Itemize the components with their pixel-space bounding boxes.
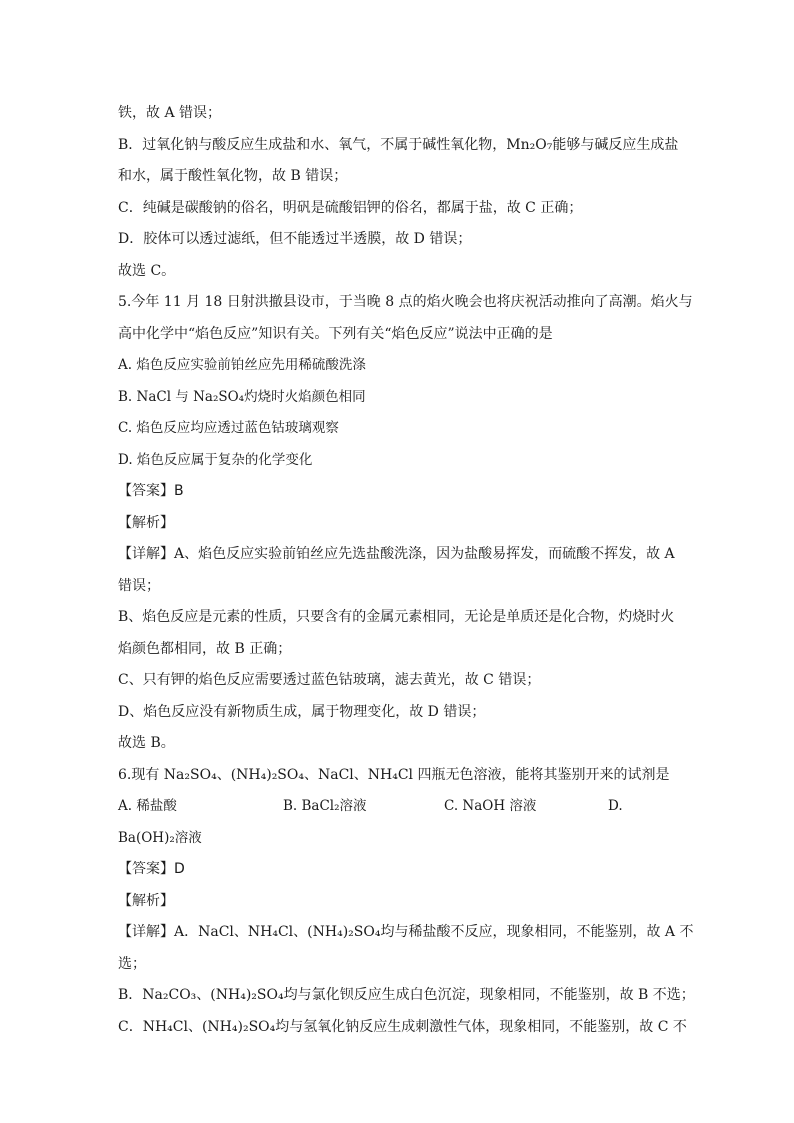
explanation-line: 故选 B。 — [118, 735, 175, 751]
explanation-line: C．NH₄Cl、(NH₄)₂SO₄均与氢氧化钠反应生成刺激性气体，现象相同，不能鉴别，故 C 不 — [118, 1018, 687, 1035]
text-line: D．胶体可以透过滤纸，但不能透过半透膜，故 D 错误； — [118, 231, 472, 247]
explanation-line: 错误； — [118, 577, 160, 594]
question-5-option-d: D. 焰色反应属于复杂的化学变化 — [118, 451, 313, 468]
explanation-line: 焰颜色都相同，故 B 正确； — [118, 640, 292, 657]
analysis-label: 【解析】 — [118, 514, 174, 531]
text-line: B．过氧化钠与酸反应生成盐和水、氧气，不属于碱性氧化物，Mn₂O₇能够与碱反应生成盐 — [118, 136, 679, 153]
explanation-line: 【详解】A．NaCl、NH₄Cl、(NH₄)₂SO₄均与稀盐酸不反应，现象相同，不能鉴别，故 A 不 — [118, 924, 694, 940]
text-line: 铁，故 A 错误； — [118, 105, 222, 121]
answer-label: 【答案】D — [118, 861, 185, 877]
question-6-option-b: B. BaCl₂溶液 — [283, 798, 367, 814]
question-6-option-c: C. NaOH 溶液 — [444, 798, 537, 814]
explanation-line: B．Na₂CO₃、(NH₄)₂SO₄均与氯化钡反应生成白色沉淀，现象相同，不能鉴别，故 B 不选； — [118, 987, 695, 1003]
explanation-line: D、焰色反应没有新物质生成，属于物理变化，故 D 错误； — [118, 703, 486, 720]
question-5-option-b: B. NaCl 与 Na₂SO₄灼烧时火焰颜色相同 — [118, 388, 366, 405]
question-5-stem: 5.今年 11 月 18 日射洪撤县设市，于当晚 8 点的焰火晚会也将庆祝活动推向了高潮。焰火与 — [118, 294, 693, 310]
question-6-option-a: A. 稀盐酸 — [118, 798, 177, 814]
question-6-options — [118, 791, 678, 823]
question-6-stem: 6.现有 Na₂SO₄、(NH₄)₂SO₄、NaCl、NH₄Cl 四瓶无色溶液，能将其鉴别开来的试剂是 — [118, 766, 670, 783]
explanation-line: B、焰色反应是元素的性质，只要含有的金属元素相同，无论是单质还是化合物，灼烧时火 — [118, 609, 675, 625]
document-body — [118, 98, 695, 1043]
question-6-option-d-continued: Ba(OH)₂溶液 — [118, 829, 202, 846]
explanation-line: 【详解】A、焰色反应实验前铂丝应先选盐酸洗涤，因为盐酸易挥发，而硫酸不挥发，故 A — [118, 546, 675, 562]
answer-label: 【答案】B — [118, 483, 184, 499]
text-line: 和水，属于酸性氧化物，故 B 错误； — [118, 168, 348, 184]
explanation-line: 选； — [118, 955, 146, 972]
question-5-stem: 高中化学中“焰色反应”知识有关。下列有关“焰色反应”说法中正确的是 — [118, 325, 553, 342]
question-5-option-a: A. 焰色反应实验前铂丝应先用稀硫酸洗涤 — [118, 357, 366, 373]
question-5-option-c: C. 焰色反应均应透过蓝色钴玻璃观察 — [118, 420, 339, 436]
explanation-line: C、只有钾的焰色反应需要透过蓝色钴玻璃，滤去黄光，故 C 错误； — [118, 672, 541, 688]
analysis-label: 【解析】 — [118, 892, 174, 909]
text-line: 故选 C。 — [118, 262, 176, 279]
text-line: C．纯碱是碳酸钠的俗名，明矾是硫酸铝钾的俗名，都属于盐，故 C 正确； — [118, 199, 583, 216]
question-6-option-d: D. — [608, 798, 623, 814]
